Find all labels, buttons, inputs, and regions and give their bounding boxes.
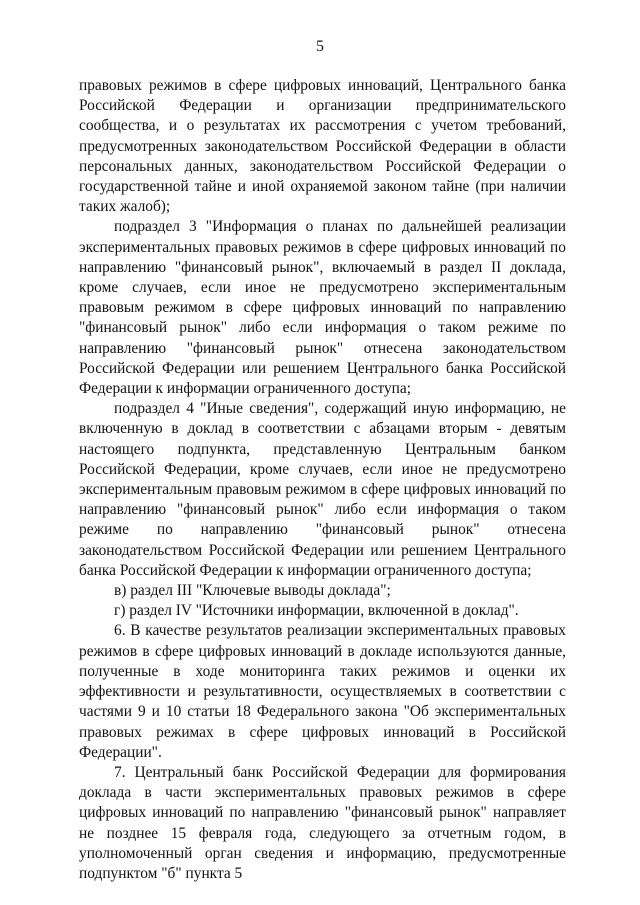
- paragraph-subsection-3: подраздел 3 "Информация о планах по дальнейшей реализации экспериментальных правовых режимов в сфере цифровых инноваций по направлению "финансовый рынок", включаемый в раздел II доклада, кроме случаев, если иное не предусмотрено экспериментальным правовым режимом в сфере цифровых инноваций по направлению "финансовый рынок" либо если информация о таком режиме по направлению "финансовый рынок" отнесена законодательством Российской Федерации или решением Центрального банка Российской Федерации к информации ограниченного доступа;: [79, 218, 566, 398]
- paragraph-subsection-4: подраздел 4 "Иные сведения", содержащий иную информацию, не включенную в доклад в соответствии с абзацами вторым - девятым настоящего подпункта, представленную Центральным банком Российской Федерации, кроме случаев, если иное не предусмотрено экспериментальным правовым режимом в сфере цифровых инноваций по направлению "финансовый рынок" либо если информация о таком режиме по направлению "финансовый рынок" отнесена законодательством Российской Федерации или решением Центрального банка Российской Федерации к информации ограниченного доступа;: [79, 400, 566, 579]
- paragraph-section-3: в) раздел III "Ключевые выводы доклада";: [114, 582, 391, 600]
- paragraph-continuation: правовых режимов в сфере цифровых инноваций, Центрального банка Российской Федерации и организации предпринимательского сообщества, и о результатах их рассмотрения с учетом требований, предусмотренных законодательством Российской Федерации в области персональных данных, законодательством Российской Федерации о государственной тайне и иной охраняемой законом тайне (при наличии таких жалоб);: [79, 77, 566, 216]
- paragraph-item-7: 7. Центральный банк Российской Федерации для формирования доклада в части экспериментальных правовых режимов в сфере цифровых инноваций по направлению "финансовый рынок" направляет не позднее 15 февраля года, следующего за отчетным годом, в уполномоченный орган сведения и информацию, предусмотренные подпунктом "б" пункта 5: [79, 763, 566, 882]
- paragraph-item-6: 6. В качестве результатов реализации экспериментальных правовых режимов в сфере цифровых инноваций в докладе используются данные, полученные в ходе мониторинга таких режимов и оценки их эффективности и результативности, осуществляемых в соответствии с частями 9 и 10 статьи 18 Федерального закона "Об экспериментальных правовых режимах в сфере цифровых инноваций в Российской Федерации".: [79, 622, 566, 761]
- paragraph-section-4: г) раздел IV "Источники информации, включенной в доклад".: [114, 602, 519, 620]
- body-text: [79, 76, 566, 884]
- page-number: 5: [316, 38, 324, 55]
